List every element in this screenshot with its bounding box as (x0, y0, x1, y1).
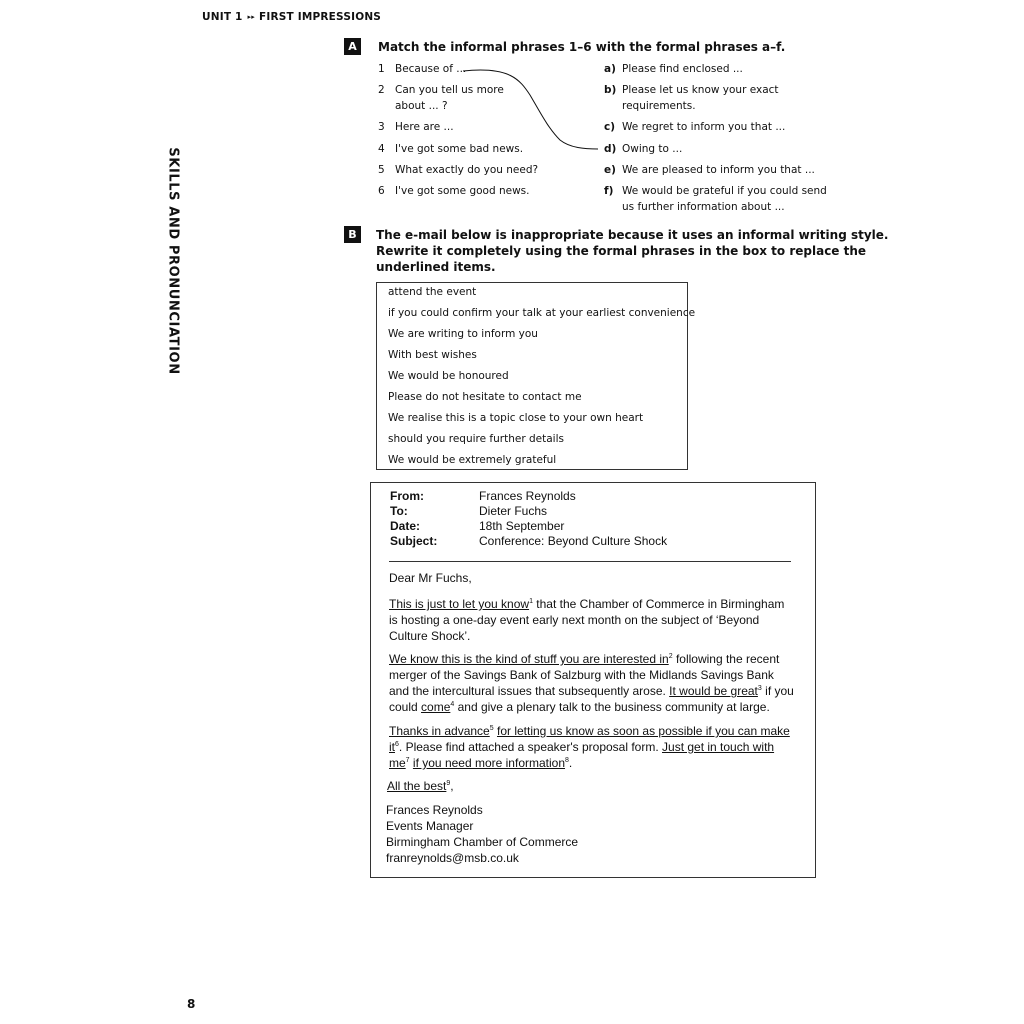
phrase-item: should you require further details (388, 433, 564, 445)
informal-item-5: 5 What exactly do you need? (378, 164, 539, 176)
double-arrow-icon: ▸▸ (247, 13, 255, 21)
email-closing: All the best$^9$, (387, 779, 454, 793)
subject-value: Conference: Beyond Culture Shock (479, 534, 668, 548)
email-paragraph-3: Thanks in advance$^5$ for letting us know as soon as possible if you can make $it^6$. Please find attached a speaker's proposal form. Just get in touch with $me^7$ if you need more information$^8$. (389, 724, 790, 770)
informal-email (370, 482, 816, 878)
formal-item-d: d) Owing to ... (604, 143, 683, 155)
unit-section-title: FIRST IMPRESSIONS (258, 11, 382, 23)
phrase-item: We realise this is a topic close to your own heart (388, 412, 644, 424)
from-value: Frances Reynolds (479, 489, 576, 503)
informal-item-1: 1 Because of ... (378, 63, 467, 75)
header-divider (389, 561, 791, 562)
phrase-item: Please do not hesitate to contact me (388, 391, 582, 403)
phrase-item: We would be extremely grateful (388, 454, 557, 466)
unit-label: UNIT 1 (202, 11, 243, 23)
to-label: To: (390, 504, 408, 518)
exercise-a-instruction: Match the informal phrases 1–6 with the formal phrases a–f. (378, 40, 786, 54)
formal-phrases-box (376, 282, 696, 470)
formal-item-c: c) We regret to inform you that ... (604, 121, 786, 133)
informal-item-2: 2 Can you tell us more (378, 84, 504, 96)
informal-item-2-cont: about ... ? (395, 100, 448, 112)
informal-item-3: 3 Here are ... (378, 121, 454, 133)
example-match-line (0, 0, 1024, 200)
page-number: 8 (187, 997, 196, 1011)
formal-item-f: f) We would be grateful if you could send (604, 185, 827, 197)
phrase-item: attend the event (388, 286, 477, 298)
formal-item-a: a) Please find enclosed ... (604, 63, 743, 75)
exercise-b-instruction: The e-mail below is inappropriate because it uses an informal writing style. Rewrite it completely using the formal phrases in the box to replace the underlined items. (376, 228, 889, 274)
signature-name: Frances Reynolds (386, 803, 483, 817)
signature-organisation: Birmingham Chamber of Commerce (386, 835, 579, 849)
phrase-item: We are writing to inform you (388, 328, 538, 340)
phrase-item: if you could confirm your talk at your earliest convenience (388, 307, 696, 319)
informal-item-4: 4 I've got some bad news. (378, 143, 524, 155)
formal-item-b-cont: requirements. (622, 100, 696, 112)
formal-item-e: e) We are pleased to inform you that ... (604, 164, 815, 176)
exercise-b-badge: B (344, 226, 361, 243)
email-paragraph-2: We know this is the kind of stuff you are interested $in^2$ following the recent merger of the Savings Bank of Salzburg with the Midlands Savings Bank and the intercultural issues that subsequently arose. It would be great$^3$ if you could come$^4$ and give a plenary talk to the business community at large. (389, 652, 794, 714)
email-paragraph-1: This is just to let you know$^1$ that the Chamber of Commerce in Birmingham is hosting a one-day event early next month on the subject of ‘Beyond Culture Shock’. (389, 597, 785, 643)
phrase-item: With best wishes (388, 349, 477, 361)
phrase-item: We would be honoured (388, 370, 509, 382)
subject-label: Subject: (390, 534, 438, 548)
signature-title: Events Manager (386, 819, 474, 833)
email-greeting: Dear Mr Fuchs, (389, 571, 472, 585)
informal-item-6: 6 I've got some good news. (378, 185, 530, 197)
date-value: 18th September (479, 519, 565, 533)
exercise-a-badge: A (344, 38, 361, 55)
side-label-text: SKILLS AND PRONUNCIATION (165, 147, 181, 375)
formal-item-f-cont: us further information about ... (622, 201, 785, 213)
date-label: Date: (390, 519, 421, 533)
signature-email: franreynolds@msb.co.uk (386, 851, 519, 865)
formal-item-b: b) Please let us know your exact (604, 84, 779, 96)
from-label: From: (390, 489, 424, 503)
to-value: Dieter Fuchs (479, 504, 548, 518)
